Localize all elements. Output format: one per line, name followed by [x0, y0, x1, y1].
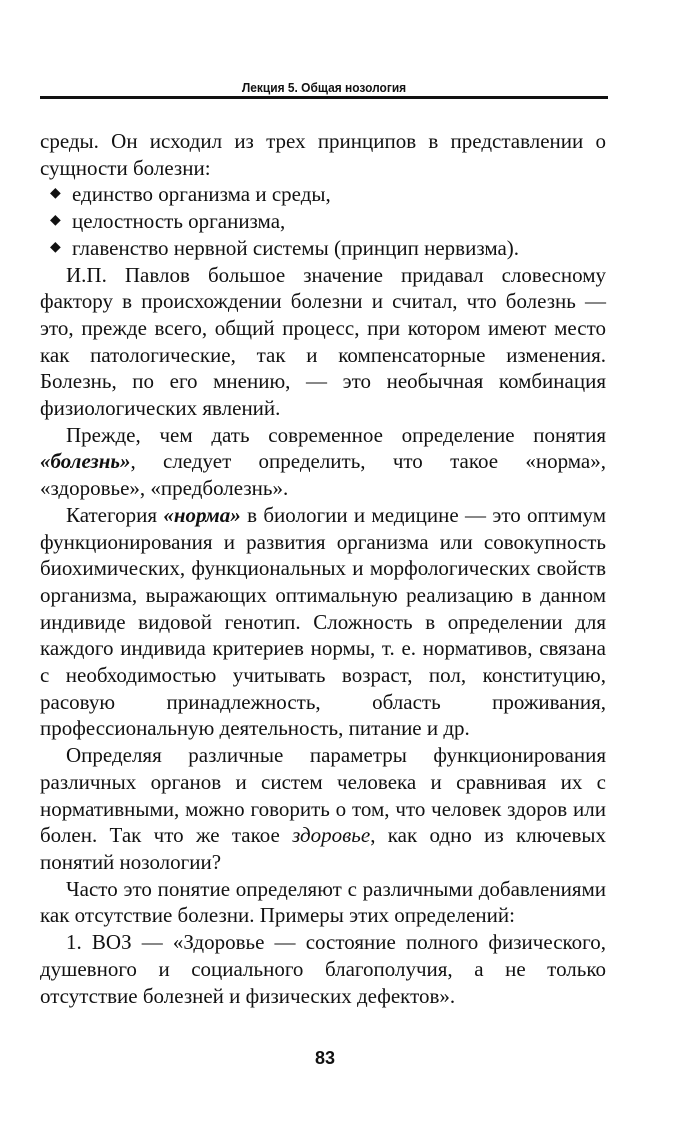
term-norm: «норма» [163, 502, 241, 527]
paragraph-5-text-start: Определяя различные параметры функционирования различных органов и систем человека и сравнивая их с нормативными, можно говорить о том, что человек здоров или болен. Так что же такое [40, 743, 606, 848]
page-body [40, 128, 606, 1009]
paragraph-2: И.П. Павлов большое значение придавал словесному фактору в происхождении болезни и считал, что болезнь — это, прежде всего, общий процесс, при котором имеют место как патологические, так и компенсаторные изменения. Болезнь, по его мнению, — это необычная комбинация физиологических явлений. [40, 262, 606, 421]
paragraph-3 [40, 422, 606, 502]
list-item [50, 235, 606, 262]
list-item-text: единство организма и среды, [72, 182, 331, 207]
list-item-text: целостность организма, [72, 209, 286, 234]
header-rule [40, 96, 608, 99]
list-item [50, 181, 606, 208]
paragraph-1: среды. Он исходил из трех принципов в представлении о сущности болезни: [40, 129, 606, 180]
term-health: здоровье [292, 823, 371, 848]
page-number: 83 [314, 1048, 336, 1068]
diamond-bullet-icon: ◆ [50, 239, 61, 255]
diamond-bullet-icon: ◆ [50, 213, 61, 229]
principles-list [40, 181, 606, 261]
paragraph-6: Часто это понятие определяют с различными добавлениями как отсутствие болезни. Примеры этих определений: [40, 876, 606, 928]
list-item [50, 208, 606, 235]
paragraph-4 [40, 502, 606, 742]
list-item-text: главенство нервной системы (принцип нервизма). [72, 235, 520, 260]
paragraph-3-text-end: , следует определить, что такое «норма», «здоровье», «предболезнь». [40, 449, 606, 501]
paragraph-5 [40, 742, 606, 876]
diamond-bullet-icon: ◆ [50, 186, 61, 202]
paragraph-5-text-end: , как одно из ключевых понятий нозологии? [40, 823, 606, 874]
paragraph-3-text-start: Прежде, чем дать современное определение понятия [66, 422, 606, 447]
paragraph-4-text-end: в биологии и медицине — это оптимум функционирования и развития организма или совокупность биохимических, функциональных и морфологических свойств организма, выражающих оптимальную реализацию в данном индивиде видовой генотип. Сложность в определении для каждого индивида критериев нормы, т. е. нормативов, связана с необходимостью учитывать возраст, пол, конституцию, расовую принадлежность, область проживания, профессиональную деятельность, питание и др. [40, 502, 607, 741]
running-header: Лекция 5. Общая нозология [241, 80, 407, 95]
paragraph-4-text-start: Категория [66, 502, 164, 527]
paragraph-7: 1. ВОЗ — «Здоровье — состояние полного физического, душевного и социального благополучия, а не только отсутствие болезней и физических дефектов». [40, 930, 606, 1008]
term-disease: «болезнь» [40, 449, 131, 474]
